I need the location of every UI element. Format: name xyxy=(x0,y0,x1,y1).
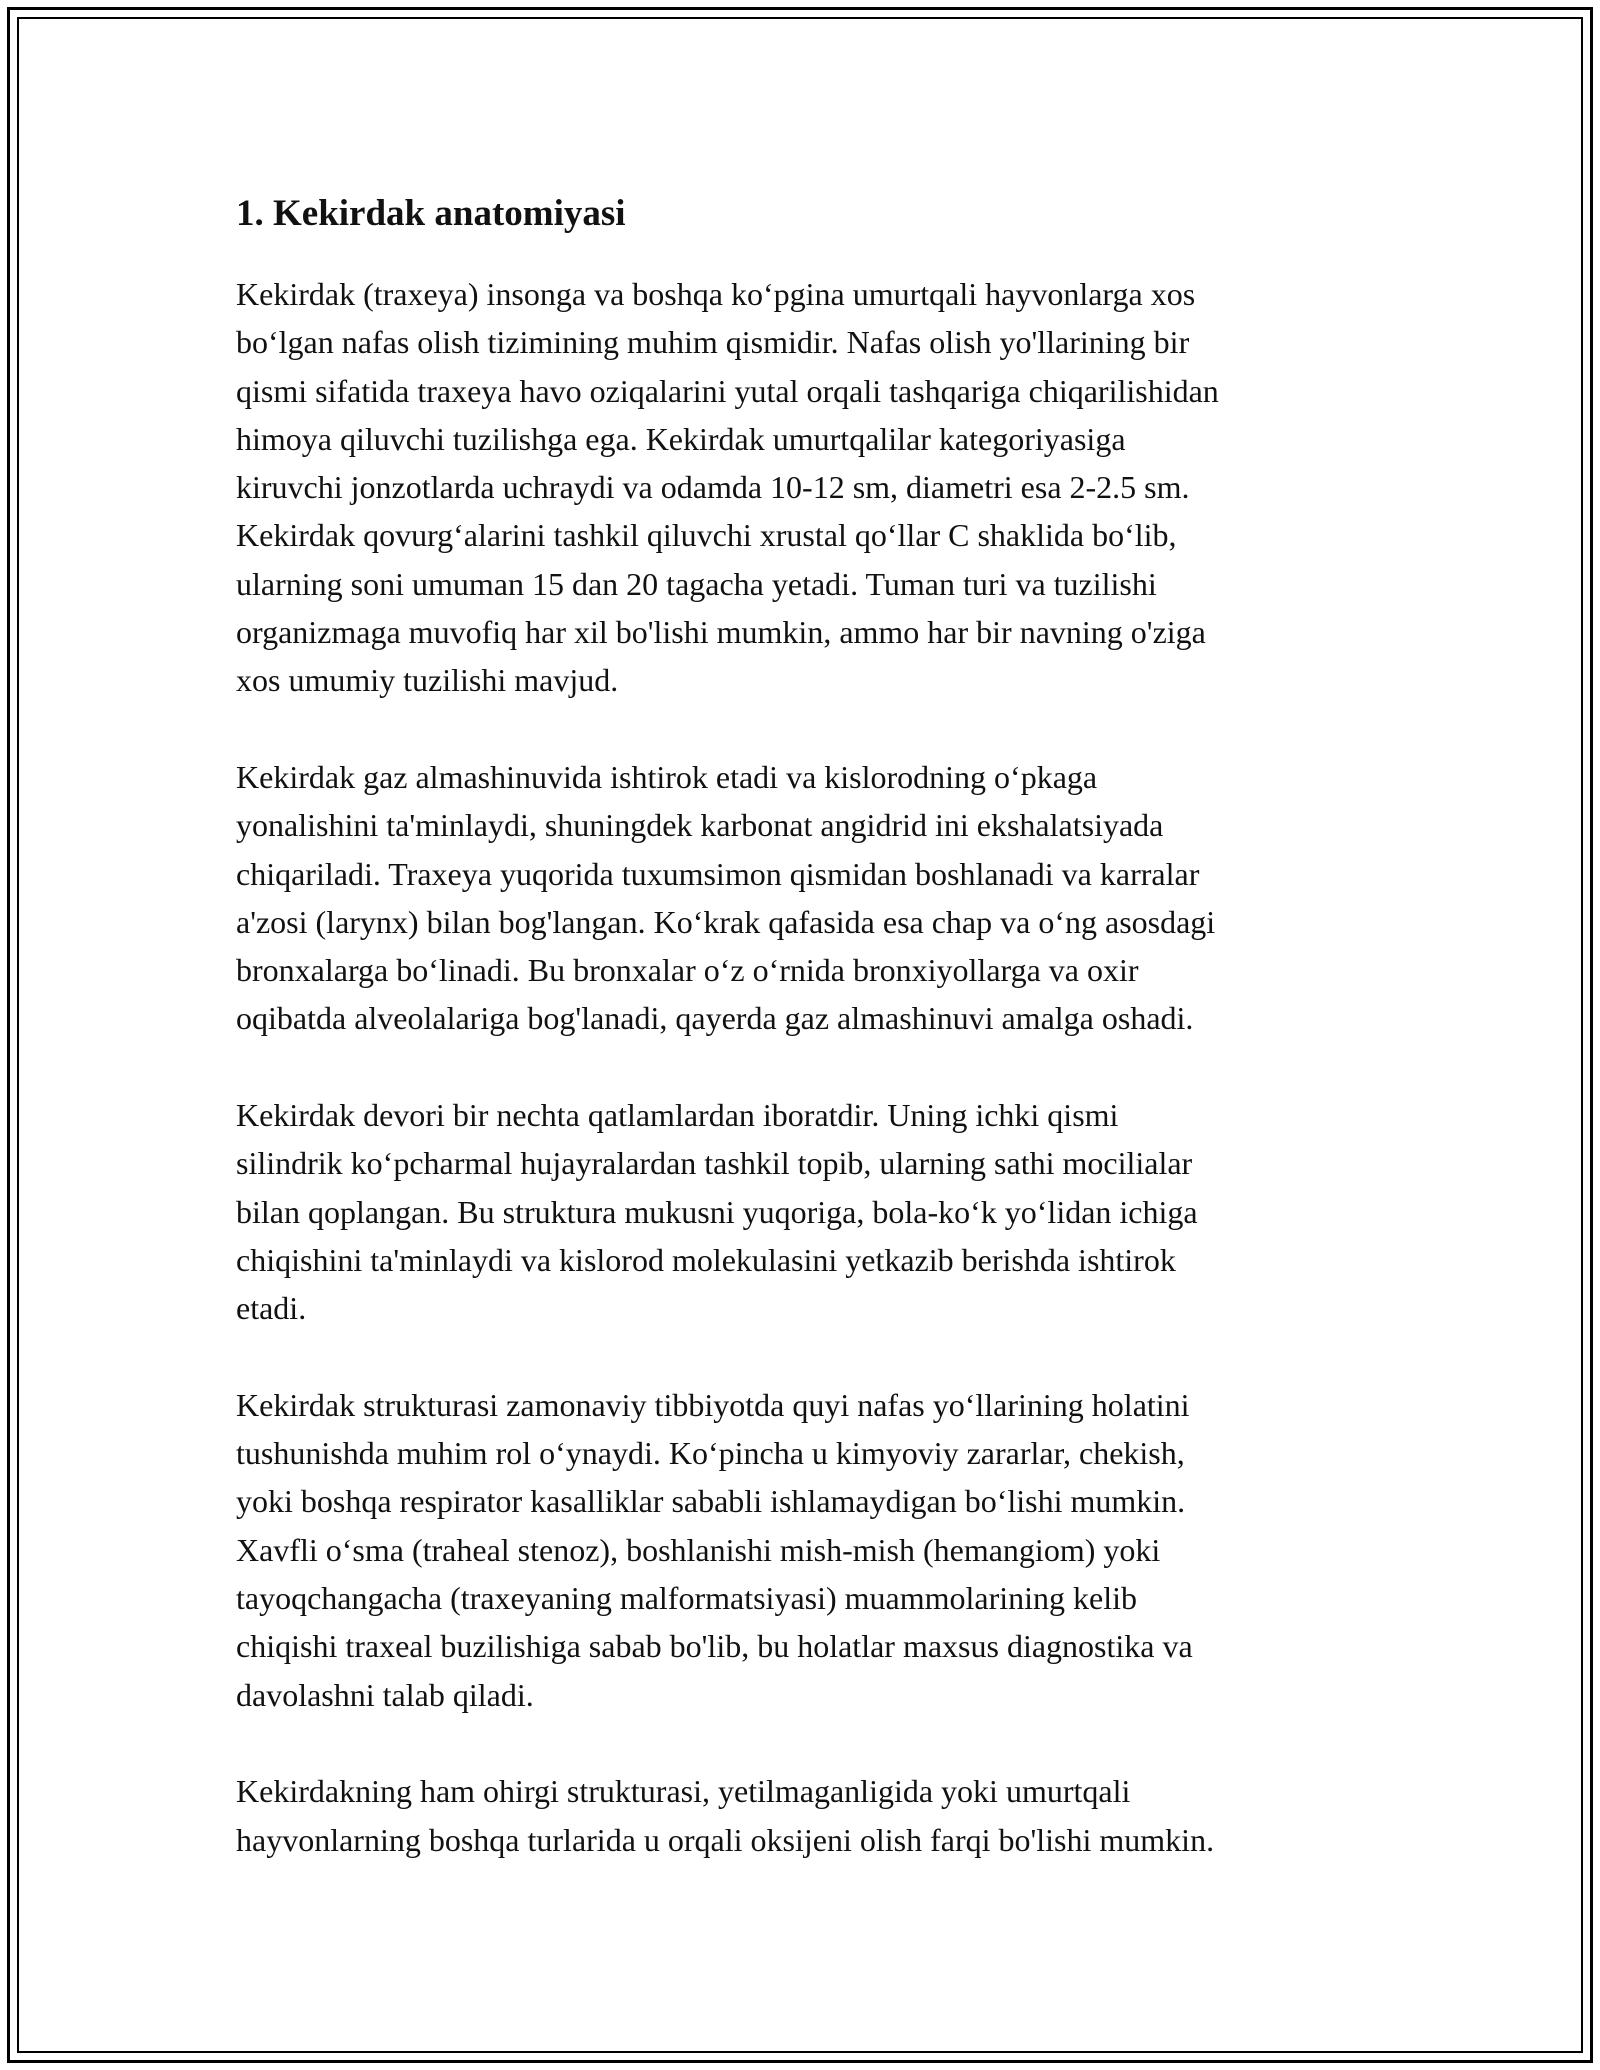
text-line: Kekirdak qovurg‘alarini tashkil qiluvchi xrustal qo‘llar C shaklida bo‘lib, xyxy=(236,517,1177,554)
text-line: bronxalarga bo‘linadi. Bu bronxalar o‘z o‘rnida bronxiyollarga va oxir xyxy=(236,952,1139,989)
text-line: chiqishi traxeal buzilishiga sabab bo'lib, bu holatlar maxsus diagnostika va xyxy=(236,1628,1193,1665)
text-line: bo‘lgan nafas olish tizimining muhim qismidir. Nafas olish yo'llarining bir xyxy=(236,324,1190,361)
text-line: organizmaga muvofiq har xil bo'lishi mumkin, ammo har bir navning o'ziga xyxy=(236,614,1206,651)
text-line: tayoqchangacha (traxeyaning malformatsiyasi) muammolarining kelib xyxy=(236,1580,1138,1617)
text-line: qismi sifatida traxeya havo oziqalarini yutal orqali tashqariga chiqarilishidan xyxy=(236,372,1219,409)
text-line: hayvonlarning boshqa turlarida u orqali oksijeni olish farqi bo'lishi mumkin. xyxy=(236,1821,1215,1858)
text-line: himoya qiluvchi tuzilishga ega. Kekirdak umurtqalilar kategoriyasiga xyxy=(236,420,1126,457)
text-line: etadi. xyxy=(236,1290,307,1327)
text-line: Kekirdak devori bir nechta qatlamlardan iboratdir. Uning ichki qismi xyxy=(236,1097,1119,1134)
text-line: tushunishda muhim rol o‘ynaydi. Ko‘pincha u kimyoviy zararlar, chekish, xyxy=(236,1435,1185,1472)
section-title: 1. Kekirdak anatomiyasi xyxy=(236,193,626,234)
text-line: a'zosi (larynx) bilan bog'langan. Ko‘krak qafasida esa chap va o‘ng asosdagi xyxy=(236,903,1216,940)
text-line: Kekirdakning ham ohirgi strukturasi, yetilmaganligida yoki umurtqali xyxy=(236,1773,1131,1810)
text-line: Kekirdak (traxeya) insonga va boshqa ko‘pgina umurtqali hayvonlarga xos xyxy=(236,276,1196,312)
paragraph-gas-exchange xyxy=(236,753,1366,1043)
text-line: oqibatda alveolalariga bog'lanadi, qayerda gaz almashinuvi amalga oshadi. xyxy=(236,1000,1194,1037)
text-line: silindrik ko‘pcharmal hujayralardan tashkil topib, ularning sathi mocilialar xyxy=(236,1145,1193,1182)
paragraph-clinical-role xyxy=(236,1381,1366,1719)
text-line: chiqishini ta'minlaydi va kislorod molekulasini yetkazib berishda ishtirok xyxy=(236,1241,1176,1278)
text-line: davolashni talab qiladi. xyxy=(236,1676,534,1713)
text-line: yonalishini ta'minlaydi, shuningdek karbonat angidrid ini ekshalatsiyada xyxy=(236,807,1164,844)
text-line: Xavfli o‘sma (traheal stenoz), boshlanishi mish-mish (hemangiom) yoki xyxy=(236,1531,1161,1568)
text-line: yoki boshqa respirator kasalliklar sababli ishlamaydigan bo‘lishi mumkin. xyxy=(236,1483,1186,1520)
paragraph-final-structure xyxy=(236,1767,1366,1864)
document-body xyxy=(236,188,1366,1912)
text-line: bilan qoplangan. Bu struktura mukusni yuqoriga, bola-ko‘k yo‘lidan ichiga xyxy=(236,1193,1198,1230)
paragraph-anatomy-overview xyxy=(236,270,1366,705)
text-line: Kekirdak strukturasi zamonaviy tibbiyotda quyi nafas yo‘llarining holatini xyxy=(236,1386,1190,1423)
text-line: chiqariladi. Traxeya yuqorida tuxumsimon qismidan boshlanadi va karralar xyxy=(236,855,1200,892)
text-line: ularning soni umuman 15 dan 20 tagacha yetadi. Tuman turi va tuzilishi xyxy=(236,565,1157,602)
text-line: Kekirdak gaz almashinuvida ishtirok etadi va kislorodning o‘pkaga xyxy=(236,758,1098,795)
text-line: kiruvchi jonzotlarda uchraydi va odamda 10-12 sm, diametri esa 2-2.5 sm. xyxy=(236,469,1190,506)
text-line: xos umumiy tuzilishi mavjud. xyxy=(236,662,619,699)
paragraph-wall-layers xyxy=(236,1091,1366,1332)
